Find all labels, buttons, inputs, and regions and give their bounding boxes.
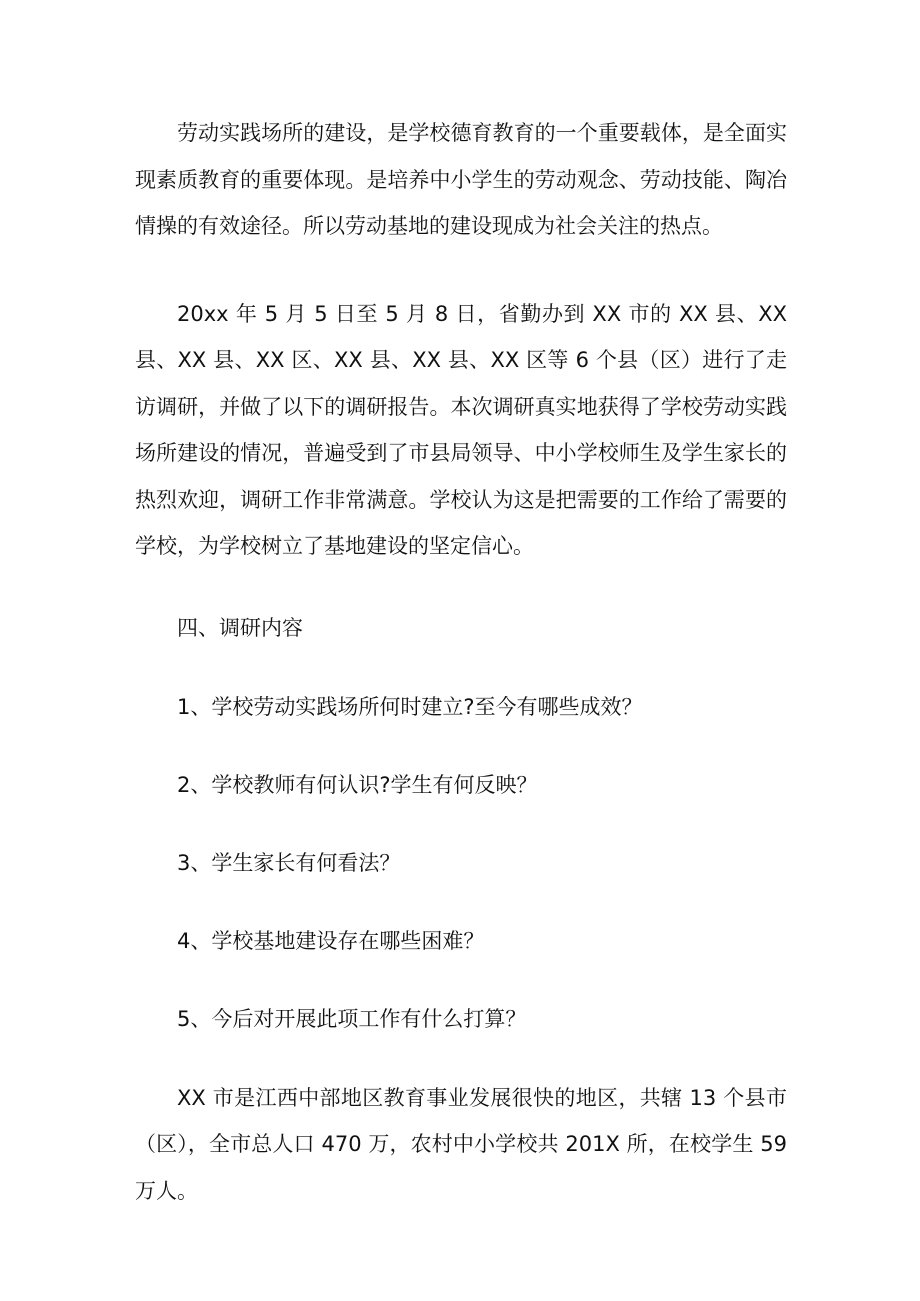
intro-paragraph: 劳动实践场所的建设，是学校德育教育的一个重要载体，是全面实现素质教育的重要体现。是培养中小学生的劳动观念、劳动技能、陶冶情操的有效途径。所以劳动基地的建设现成为社会关注的热点。 [135, 121, 787, 238]
question-item: 3、学生家长有何看法？ [177, 851, 401, 875]
survey-paragraph: 20xx 年 5 月 5 日至 5 月 8 日，省勤办到 XX 市的 XX 县、XX 县、XX 县、XX 区、XX 县、XX 县、XX 区等 6 个县（区）进行了走访调研，并做了以下的调研报告。本次调研真实地获得了学校劳动实践场所建设的情况，普遍受到了市县局领导、中小学校师生及学生家长的热烈欢迎，调研工作非常满意。学校认为这是把需要的工作给了需要的学校，为学校树立了基地建设的坚定信心。 [135, 301, 787, 558]
question-item: 1、学校劳动实践场所何时建立?至今有哪些成效？ [177, 695, 643, 719]
city-paragraph: XX 市是江西中部地区教育事业发展很快的地区，共辖 13 个县市（区），全市总人口 470 万，农村中小学校共 201X 所，在校学生 59 万人。 [135, 1085, 787, 1203]
question-item: 2、学校教师有何认识?学生有何反映？ [177, 773, 538, 797]
question-list [135, 684, 787, 1043]
section-heading: 四、调研内容 [177, 615, 303, 640]
question-item: 4、学校基地建设存在哪些困难？ [177, 929, 485, 953]
document-body [135, 110, 787, 1214]
question-item: 5、今后对开展此项工作有什么打算？ [177, 1007, 527, 1031]
